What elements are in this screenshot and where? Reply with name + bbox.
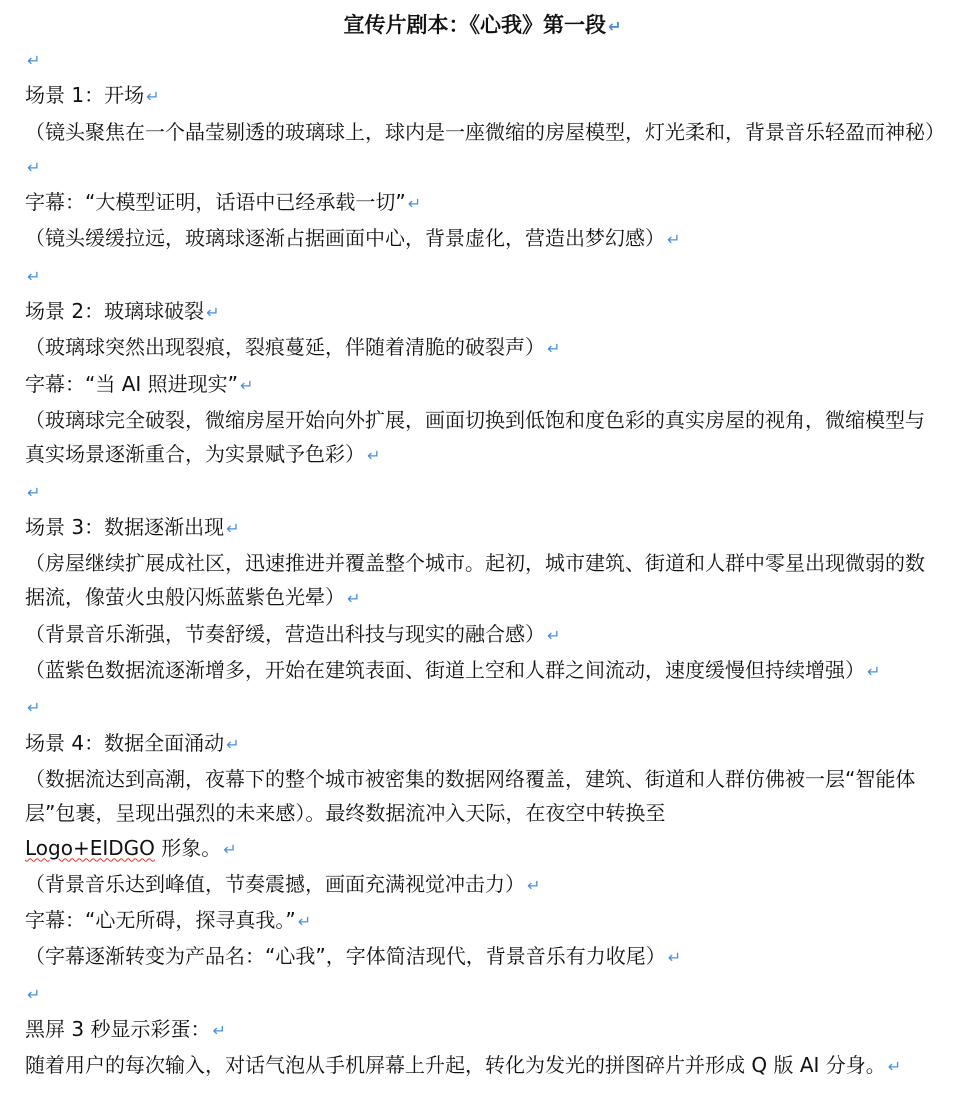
paragraph-mark-icon: ↵: [367, 446, 381, 466]
scene-direction: [25, 867, 940, 903]
paragraph-mark-icon: ↵: [887, 1057, 902, 1077]
easter-egg-heading-text: 黑屏 3 秒显示彩蛋：: [25, 1017, 211, 1042]
scene-heading: [25, 294, 940, 330]
scene-direction: [25, 330, 940, 366]
scene-direction: [25, 653, 940, 689]
paragraph-mark-icon: ↵: [27, 482, 41, 502]
scene-heading-text: 场景 1：开场: [25, 83, 145, 108]
subtitle-line: [25, 185, 940, 221]
scene-direction: [25, 762, 940, 867]
easter-egg-text: 随着用户的每次输入，对话气泡从手机屏幕上升起，转化为发光的拼图碎片并形成 Q 版 AI 分身。: [25, 1053, 886, 1078]
scene-heading-text: 场景 4：数据全面涌动: [25, 730, 225, 755]
scene-heading: [25, 510, 940, 546]
paragraph-mark-icon: ↵: [27, 266, 41, 286]
paragraph-mark-icon: ↵: [297, 912, 312, 932]
scene-direction: [25, 115, 945, 186]
document-page: [25, 8, 945, 1085]
blank-line: [25, 258, 940, 294]
paragraph-mark-icon: ↵: [212, 1021, 226, 1041]
blank-line: [25, 689, 940, 725]
paragraph-mark-icon: ↵: [226, 734, 240, 754]
paragraph-mark-icon: ↵: [240, 375, 254, 395]
paragraph-mark-icon: ↵: [226, 518, 240, 538]
easter-egg-heading: [25, 1012, 940, 1048]
paragraph-mark-icon: ↵: [27, 984, 41, 1004]
paragraph-mark-icon: ↵: [27, 157, 41, 177]
paragraph-mark-icon: ↵: [867, 662, 881, 682]
scene-heading-text: 场景 2：玻璃球破裂: [25, 299, 205, 324]
direction-text: （背景音乐达到峰值，节奏震撼，画面充满视觉冲击力）: [25, 871, 525, 896]
paragraph-mark-icon: ↵: [667, 948, 682, 968]
scene-heading: [25, 726, 940, 762]
paragraph-mark-icon: ↵: [27, 51, 41, 70]
easter-egg-description: [25, 1048, 940, 1084]
document-title-text: 宣传片剧本：《心我》第一段: [343, 13, 607, 37]
paragraph-mark-icon: ↵: [527, 875, 541, 895]
blank-line: [25, 42, 940, 78]
direction-text: （蓝紫色数据流逐渐增多，开始在建筑表面、街道上空和人群之间流动，速度缓慢但持续增强）: [25, 658, 865, 683]
paragraph-mark-icon: ↵: [667, 230, 681, 250]
subtitle-text: 字幕：“心无所碍，探寻真我。”: [25, 908, 296, 933]
paragraph-mark-icon: ↵: [407, 194, 422, 214]
paragraph-mark-icon: ↵: [547, 625, 561, 645]
scene-direction: [25, 939, 940, 975]
scene-direction: [25, 221, 940, 257]
subtitle-line: [25, 367, 940, 403]
subtitle-text: 字幕：“大模型证明，话语中已经承载一切”: [25, 190, 406, 215]
direction-text: （背景音乐渐强，节奏舒缓，营造出科技与现实的融合感）: [25, 621, 545, 646]
subtitle-line: [25, 903, 940, 939]
blank-line: [25, 474, 940, 510]
paragraph-mark-icon: ↵: [206, 303, 220, 323]
direction-text: （玻璃球突然出现裂痕，裂痕蔓延，伴随着清脆的破裂声）: [25, 335, 545, 360]
spellcheck-flagged-text[interactable]: Logo+EIDGO: [25, 835, 155, 860]
paragraph-mark-icon: ↵: [347, 589, 361, 609]
paragraph-mark-icon: ↵: [608, 17, 622, 36]
scene-direction: [25, 617, 940, 653]
direction-text: （房屋继续扩展成社区，迅速推进并覆盖整个城市。起初，城市建筑、街道和人群中零星出现微弱的数据流，像萤火虫般闪烁蓝紫色光晕）: [25, 551, 925, 610]
paragraph-mark-icon: ↵: [146, 87, 160, 107]
scene-direction: [25, 403, 940, 474]
scene-heading-text: 场景 3：数据逐渐出现: [25, 514, 225, 539]
blank-line: [25, 976, 940, 1012]
scene-direction: [25, 546, 940, 617]
direction-text: （玻璃球完全破裂，微缩房屋开始向外扩展，画面切换到低饱和度色彩的真实房屋的视角，微缩模型与真实场景逐渐重合，为实景赋予色彩）: [25, 407, 925, 467]
subtitle-text: 字幕：“当 AI 照进现实”: [25, 371, 239, 396]
paragraph-mark-icon: ↵: [223, 839, 237, 859]
paragraph-mark-icon: ↵: [27, 698, 41, 718]
direction-text: 形象。: [154, 835, 222, 860]
direction-text: （字幕逐渐转变为产品名：“心我”，字体简洁现代，背景音乐有力收尾）: [25, 944, 666, 969]
direction-text: （镜头缓缓拉远，玻璃球逐渐占据画面中心，背景虚化，营造出梦幻感）: [25, 226, 665, 251]
scene-heading: [25, 78, 940, 114]
direction-text: （镜头聚焦在一个晶莹剔透的玻璃球上，球内是一座微缩的房屋模型，灯光柔和，背景音乐轻盈而神秘）: [25, 119, 945, 144]
document-title: [25, 8, 940, 42]
paragraph-mark-icon: ↵: [547, 339, 561, 359]
direction-text: （数据流达到高潮，夜幕下的整个城市被密集的数据网络覆盖，建筑、街道和人群仿佛被一层“智能体层”包裹，呈现出强烈的未来感）。最终数据流冲入天际，在夜空中转换至: [25, 766, 916, 826]
